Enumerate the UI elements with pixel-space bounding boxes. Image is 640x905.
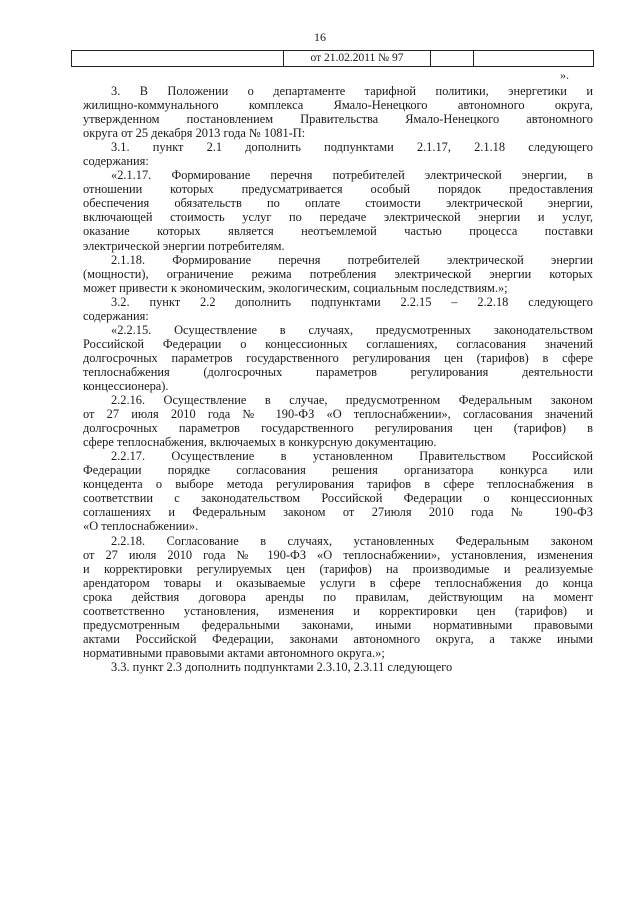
text-line: актами Российской Федерации, законами автономного округа, а также иными <box>83 631 593 646</box>
reference-cell-empty <box>431 51 474 66</box>
closing-quote: ». <box>560 68 569 82</box>
reference-cell-text: от 21.02.2011 № 97 <box>284 51 431 66</box>
text-line: отношении которых предусматривается особый порядок предоставления <box>83 182 593 197</box>
text-line: концессионера). <box>83 378 169 393</box>
reference-cell-empty <box>474 51 593 66</box>
page-number: 16 <box>314 30 326 44</box>
text-line: 2.2.16. Осуществление в случае, предусмотренном Федеральным законом <box>111 393 593 408</box>
document-body <box>83 84 593 674</box>
text-line: соглашениях и Федеральным законом от 27июля 2010 года № 190-ФЗ <box>83 505 593 520</box>
text-line: 3.3. пункт 2.3 дополнить подпунктами 2.3.10, 2.3.11 следующего <box>111 659 453 674</box>
text-line: (мощности), ограничение режима потребления электрической энергии которых <box>83 266 593 281</box>
text-line: округа от 25 декабря 2013 года № 1081-П: <box>83 126 306 141</box>
text-line: соответственно установления, изменения и корректировки цен (тарифов) и <box>83 603 593 618</box>
text-line: концедента о выборе метода регулирования тарифов в сфере теплоснабжения в <box>83 477 593 492</box>
text-line: может привести к экономическим, экологическим, социальным последствиям.»; <box>83 280 508 295</box>
text-line: «2.1.17. Формирование перечня потребителей электрической энергии, в <box>111 168 593 183</box>
text-line: 2.2.17. Осуществление в установленном Правительством Российской <box>111 449 593 464</box>
text-line: Российской Федерации о концессионных соглашениях, согласования значений <box>83 336 593 351</box>
paragraph <box>83 449 593 533</box>
text-line: долгосрочных параметров государственного регулирования цен (тарифов) в <box>83 421 593 436</box>
text-line: от 27 июля 2010 года № 190-ФЗ «О теплоснабжении», согласования значений <box>83 407 593 422</box>
text-line: 2.1.18. Формирование перечня потребителей электрической энергии <box>111 252 593 267</box>
text-line: включающей стоимость услуг по передаче электрической энергии и услуг, <box>83 210 593 225</box>
text-line: жилищно-коммунального комплекса Ямало-Ненецкого автономного округа, <box>83 98 593 113</box>
reference-table <box>71 50 594 67</box>
text-line: содержания: <box>83 308 149 323</box>
text-line: электрической энергии потребителям. <box>83 238 285 253</box>
paragraph <box>83 393 593 449</box>
paragraph <box>83 84 593 140</box>
text-line: оказание которых является неотъемлемой частью процесса поставки <box>83 224 593 239</box>
text-line: от 27 июля 2010 года № 190-ФЗ «О теплоснабжении», установления, изменения <box>83 547 593 562</box>
text-line: арендатором товары и оказываемые услуги в сфере теплоснабжения до конца <box>83 575 593 590</box>
text-line: и корректировки регулируемых цен (тарифов) на производимые и реализуемые <box>83 561 593 576</box>
text-line: содержания: <box>83 154 149 169</box>
paragraph <box>83 295 593 323</box>
text-line: долгосрочных параметров государственного регулирования цен (тарифов) в сфере <box>83 350 593 365</box>
text-line: 3. В Положении о департаменте тарифной политики, энергетики и <box>111 84 593 98</box>
text-line: теплоснабжения (долгосрочных параметров регулирования деятельности <box>83 364 593 379</box>
paragraph <box>83 140 593 168</box>
text-line: сфере теплоснабжения, включаемых в конкурсную документацию. <box>83 435 437 450</box>
text-line: Федерации порядке согласования решения организатора конкурса или <box>83 463 593 478</box>
paragraph <box>83 534 593 660</box>
text-line: обеспечения обязательств по оплате стоимости электрической энергии, <box>83 196 593 211</box>
paragraph <box>83 660 593 674</box>
paragraph <box>83 168 593 252</box>
text-line: 3.1. пункт 2.1 дополнить подпунктами 2.1.17, 2.1.18 следующего <box>111 140 593 155</box>
paragraph <box>83 253 593 295</box>
text-line: «О теплоснабжении». <box>83 519 199 534</box>
text-line: «2.2.15. Осуществление в случаях, предусмотренных законодательством <box>111 322 593 337</box>
text-line: нормативными правовыми актами автономного округа.»; <box>83 645 385 660</box>
text-line: 3.2. пункт 2.2 дополнить подпунктами 2.2.15 – 2.2.18 следующего <box>111 294 593 309</box>
text-line: срока действия договора аренды по правилам, действующим на момент <box>83 589 593 604</box>
reference-cell-empty <box>72 51 284 66</box>
text-line: утвержденном постановлением Правительства Ямало-Ненецкого автономного <box>83 112 593 127</box>
text-line: предусмотренным федеральными законами, иными нормативными правовыми <box>83 617 593 632</box>
text-line: соответствии с законодательством Российской Федерации о концессионных <box>83 491 593 506</box>
paragraph <box>83 323 593 393</box>
text-line: 2.2.18. Согласование в случаях, установленных Федеральным законом <box>111 533 593 548</box>
